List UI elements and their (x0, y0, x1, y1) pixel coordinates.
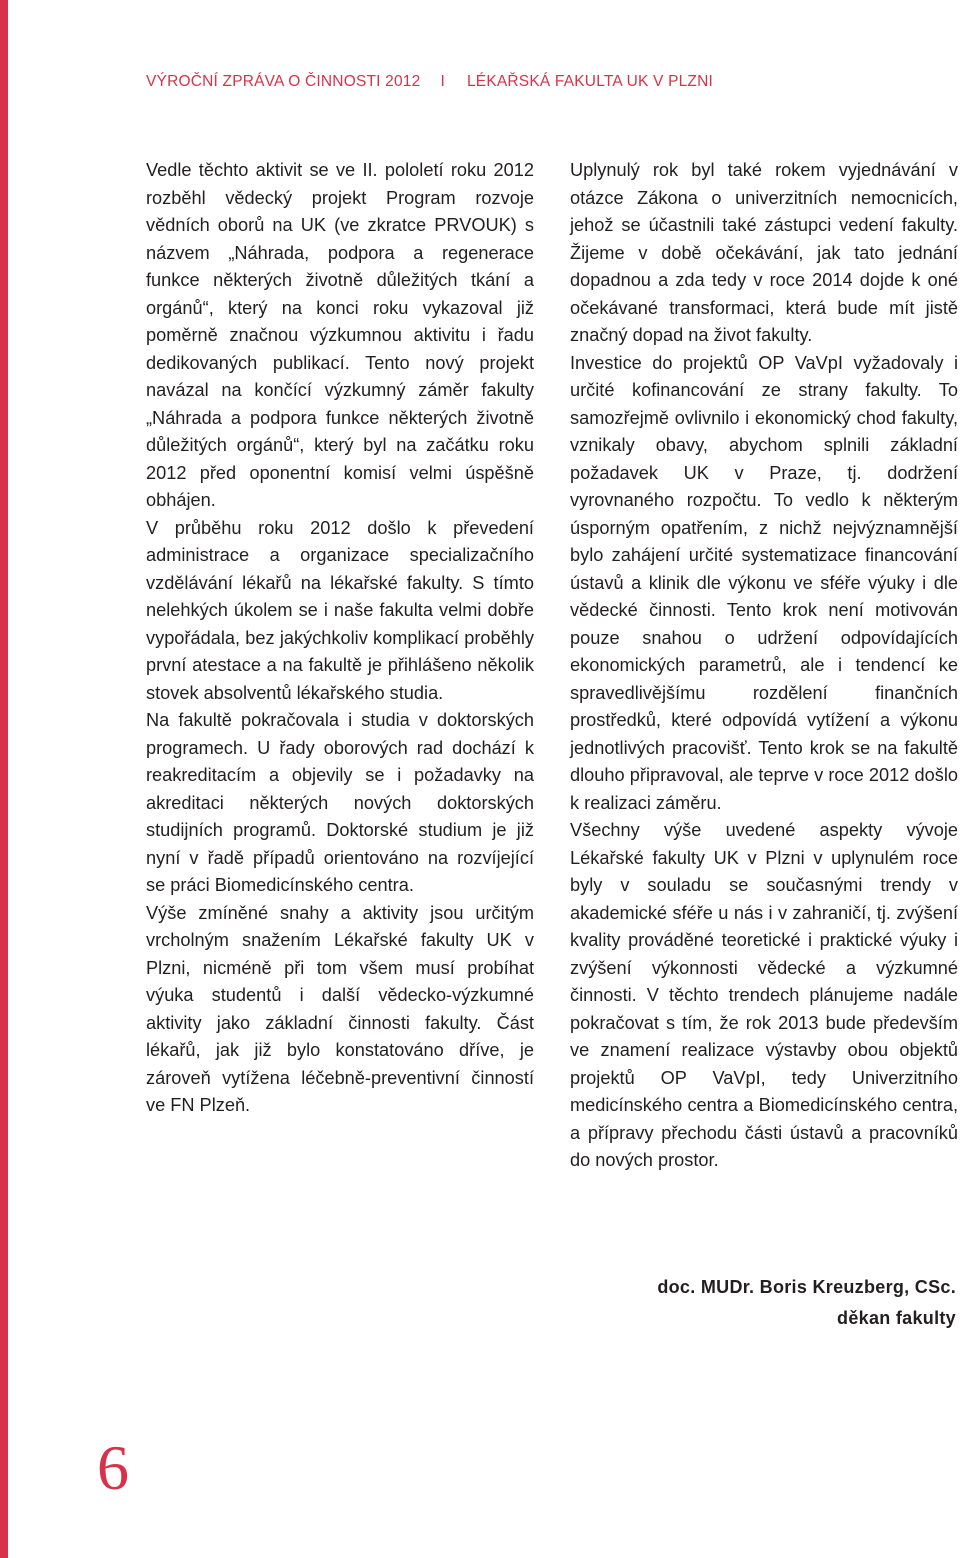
left-paragraph: Na fakultě pokračovala i studia v doktorských programech. U řady oborových rad dochází k reakreditacím a objevily se i požadavky na akreditaci některých nových doktorských studijních programů. Doktorské studium je již nyní v řadě případů orientováno na rozvíjející se práci Biomedicínského centra. (146, 710, 534, 895)
signature-block (657, 1272, 956, 1334)
signature-title: děkan fakulty (837, 1308, 956, 1328)
left-paragraph: Vedle těchto aktivit se ve II. pololetí roku 2012 rozběhl vědecký projekt Program rozvoje vědních oborů na UK (ve zkratce PRVOUK) s názvem „Náhrada, podpora a regenerace funkce některých životně důležitých tkání a orgánů“, který na konci roku vykazoval již poměrně značnou výzkumnou aktivitu i řadu dedikovaných publikací. Tento nový projekt navázal na končící výzkumný záměr fakulty „Náhrada a podpora funkce některých životně důležitých orgánů“, který byl na začátku roku 2012 před oponentní komisí velmi úspěšně obhájen. (146, 160, 534, 510)
right-paragraph: Všechny výše uvedené aspekty vývoje Lékařské fakulty UK v Plzni v uplynulém roce byly v souladu se současnými trendy v akademické sféře u nás i v zahraničí, tj. zvýšení kvality prováděné teoretické i praktické výuky i zvýšení výkonnosti vědecké a výzkumné činnosti. V těchto trendech plánujeme nadále pokračovat s tím, že rok 2013 bude především ve znamení realizace výstavby obou objektů projektů OP VaVpI, tedy Univerzitního medicínského centra a Biomedicínského centra, a přípravy přechodu části ústavů a pracovníků do nových prostor. (570, 820, 958, 1170)
left-column (146, 157, 534, 1120)
left-paragraph: Výše zmíněné snahy a aktivity jsou určitým vrcholným snažením Lékařské fakulty UK v Plzni, nicméně při tom všem musí probíhat výuka studentů i další vědecko-výzkumné aktivity jako základní činnosti fakulty. Část lékařů, jak již bylo konstatováno dříve, je zároveň vytížena léčebně-preventivní činností ve FN Plzeň. (146, 902, 534, 1115)
right-column (570, 157, 958, 1175)
right-paragraph: Uplynulý rok byl také rokem vyjednávání v otázce Zákona o univerzitních nemocnicích, jehož se účastnili také zástupci vedení fakulty. Žijeme v době očekávání, jak tato jednání dopadnou a zda tedy v roce 2014 dojde k oné očekávané transformaci, která bude mít jistě značný dopad na život fakulty. (570, 160, 958, 345)
header-faculty-name: LÉKAŘSKÁ FAKULTA UK V PLZNI (466, 73, 713, 90)
page-edge-bar (0, 0, 8, 1558)
right-paragraph: Investice do projektů OP VaVpI vyžadovaly i určité kofinancování ze strany fakulty. To samozřejmě ovlivnilo i ekonomický chod fakulty, vznikaly obavy, abychom splnili základní požadavek UK v Praze, tj. dodržení vyrovnaného rozpočtu. To vedlo k některým úsporným opatřením, z nichž nejvýznamnější bylo zahájení určité systematizace financování ústavů a klinik dle výkonu ve sféře výuky i dle vědecké činnosti. Tento krok není motivován pouze snahou o udržení odpovídajících ekonomických parametrů, ale i tendencí ke spravedlivějšímu rozdělení finančních prostředků, které odpovídá vytížení a výkonu jednotlivých pracovišť. Tento krok se na fakultě dlouho připravoval, ale teprve v roce 2012 došlo k realizaci záměru. (570, 352, 958, 813)
running-header (146, 73, 713, 91)
header-report-title: VÝROČNÍ ZPRÁVA O ČINNOSTI 2012 (146, 73, 421, 90)
signature-name: doc. MUDr. Boris Kreuzberg, CSc. (657, 1277, 956, 1297)
page-number: 6 (97, 1432, 129, 1503)
left-paragraph: V průběhu roku 2012 došlo k převedení administrace a organizace specializačního vzdělávání lékařů na lékařské fakulty. S tímto nelehkých úkolem se i naše fakulta velmi dobře vypořádala, bez jakýchkoliv komplikací proběhly první atestace a na fakultě je přihlášeno několik stovek absolventů lékařského studia. (146, 517, 534, 703)
header-separator: I (440, 73, 445, 90)
